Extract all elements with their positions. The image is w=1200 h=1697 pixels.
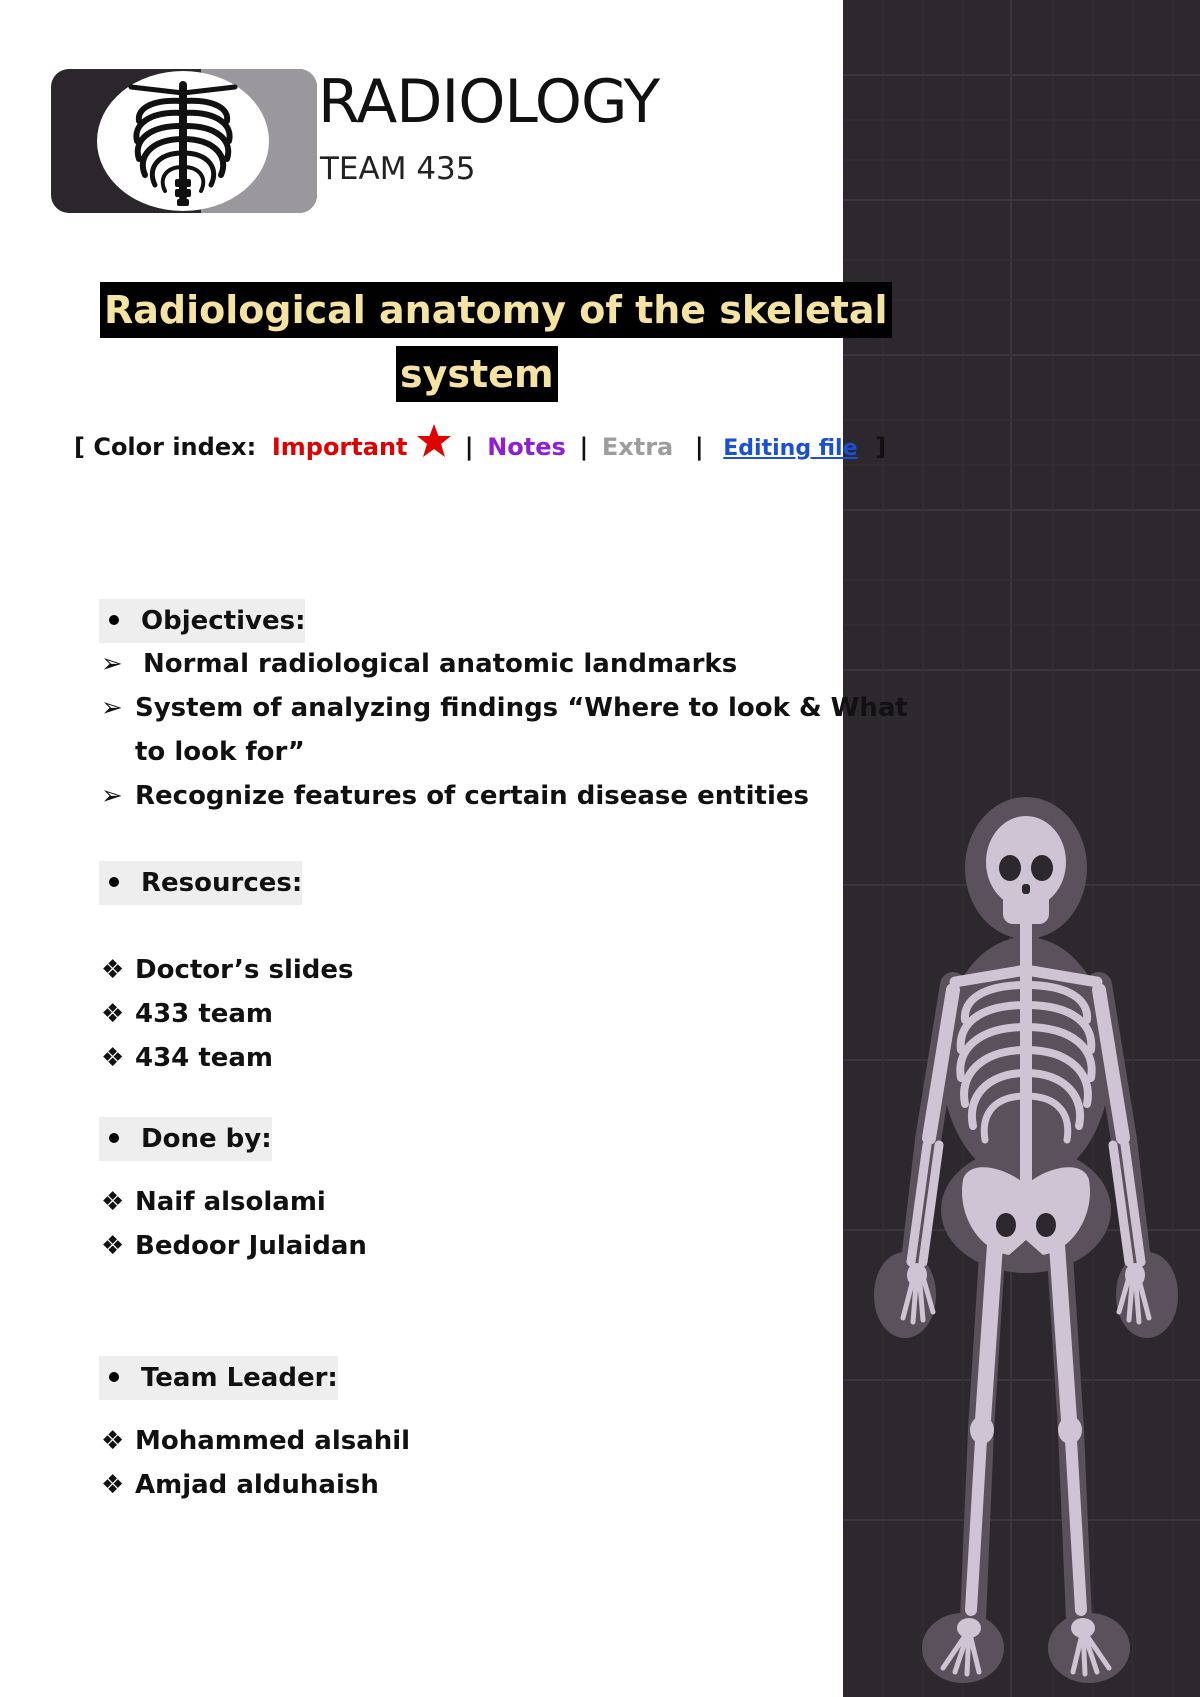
- editing-file-link[interactable]: Editing file: [723, 436, 858, 461]
- leader-name: Mohammed alsahil: [135, 1426, 411, 1456]
- color-index: [74, 423, 886, 464]
- team-leader-heading-text: Team Leader:: [141, 1363, 338, 1393]
- objective-item: Recognize features of certain disease entities: [135, 781, 810, 811]
- resource-item: 433 team: [135, 999, 274, 1029]
- color-index-label: [ Color index:: [74, 433, 257, 461]
- resources-heading-text: Resources:: [141, 868, 303, 898]
- list-item: [101, 1419, 410, 1463]
- diamond-bullet-icon: ❖: [101, 1470, 125, 1500]
- decorative-side-panel: [843, 0, 1200, 1697]
- document-title-line-1: Radiological anatomy of the skeletal: [100, 282, 892, 338]
- leader-name: Amjad alduhaish: [135, 1470, 379, 1500]
- objective-item: Normal radiological anatomic landmarks: [143, 649, 738, 679]
- logo-title: RADIOLOGY: [318, 67, 660, 137]
- done-by-heading: [99, 1117, 272, 1161]
- list-item: [101, 1036, 273, 1080]
- diamond-bullet-icon: ❖: [101, 1426, 125, 1456]
- star-icon: [415, 423, 453, 459]
- list-item: [101, 1224, 367, 1268]
- bullet-dot-icon: [109, 1372, 119, 1382]
- list-item: [101, 686, 908, 730]
- resource-item: Doctor’s slides: [135, 955, 354, 985]
- diamond-bullet-icon: ❖: [101, 1043, 125, 1073]
- color-index-notes: Notes: [487, 433, 566, 461]
- team-leader-heading: [99, 1356, 338, 1400]
- list-item: [101, 1180, 326, 1224]
- color-index-separator: |: [464, 433, 474, 461]
- list-item: [101, 1463, 379, 1507]
- list-item: [101, 774, 809, 818]
- color-index-important: Important: [271, 433, 408, 461]
- member-name: Naif alsolami: [135, 1187, 326, 1217]
- list-item: [101, 948, 354, 992]
- arrow-bullet-icon: ➢: [101, 693, 123, 723]
- color-index-extra: Extra: [601, 433, 674, 461]
- skeleton-illustration: [843, 0, 1200, 1697]
- objectives-heading: [99, 599, 305, 643]
- resource-item: 434 team: [135, 1043, 274, 1073]
- color-index-close: ]: [875, 433, 887, 461]
- bullet-dot-icon: [109, 877, 119, 887]
- radiology-logo: [51, 69, 317, 213]
- diamond-bullet-icon: ❖: [101, 999, 125, 1029]
- bullet-dot-icon: [109, 1133, 119, 1143]
- diamond-bullet-icon: ❖: [101, 955, 125, 985]
- document-title-line-2: system: [396, 346, 558, 402]
- diamond-bullet-icon: ❖: [101, 1187, 125, 1217]
- list-item: [101, 992, 273, 1036]
- diamond-bullet-icon: ❖: [101, 1231, 125, 1261]
- color-index-separator: |: [694, 433, 704, 461]
- done-by-heading-text: Done by:: [141, 1124, 272, 1154]
- objective-item-continuation: to look for”: [135, 737, 305, 767]
- arrow-bullet-icon: ➢: [101, 649, 123, 679]
- bullet-dot-icon: [109, 615, 119, 625]
- ribcage-logo-icon: [51, 69, 317, 213]
- member-name: Bedoor Julaidan: [135, 1231, 367, 1261]
- list-item: [101, 642, 737, 686]
- logo-subtitle: TEAM 435: [320, 151, 476, 187]
- resources-heading: [99, 861, 302, 905]
- arrow-bullet-icon: ➢: [101, 781, 123, 811]
- objectives-heading-text: Objectives:: [141, 606, 306, 636]
- color-index-separator: |: [579, 433, 589, 461]
- objective-item: System of analyzing findings “Where to look & What: [135, 693, 908, 723]
